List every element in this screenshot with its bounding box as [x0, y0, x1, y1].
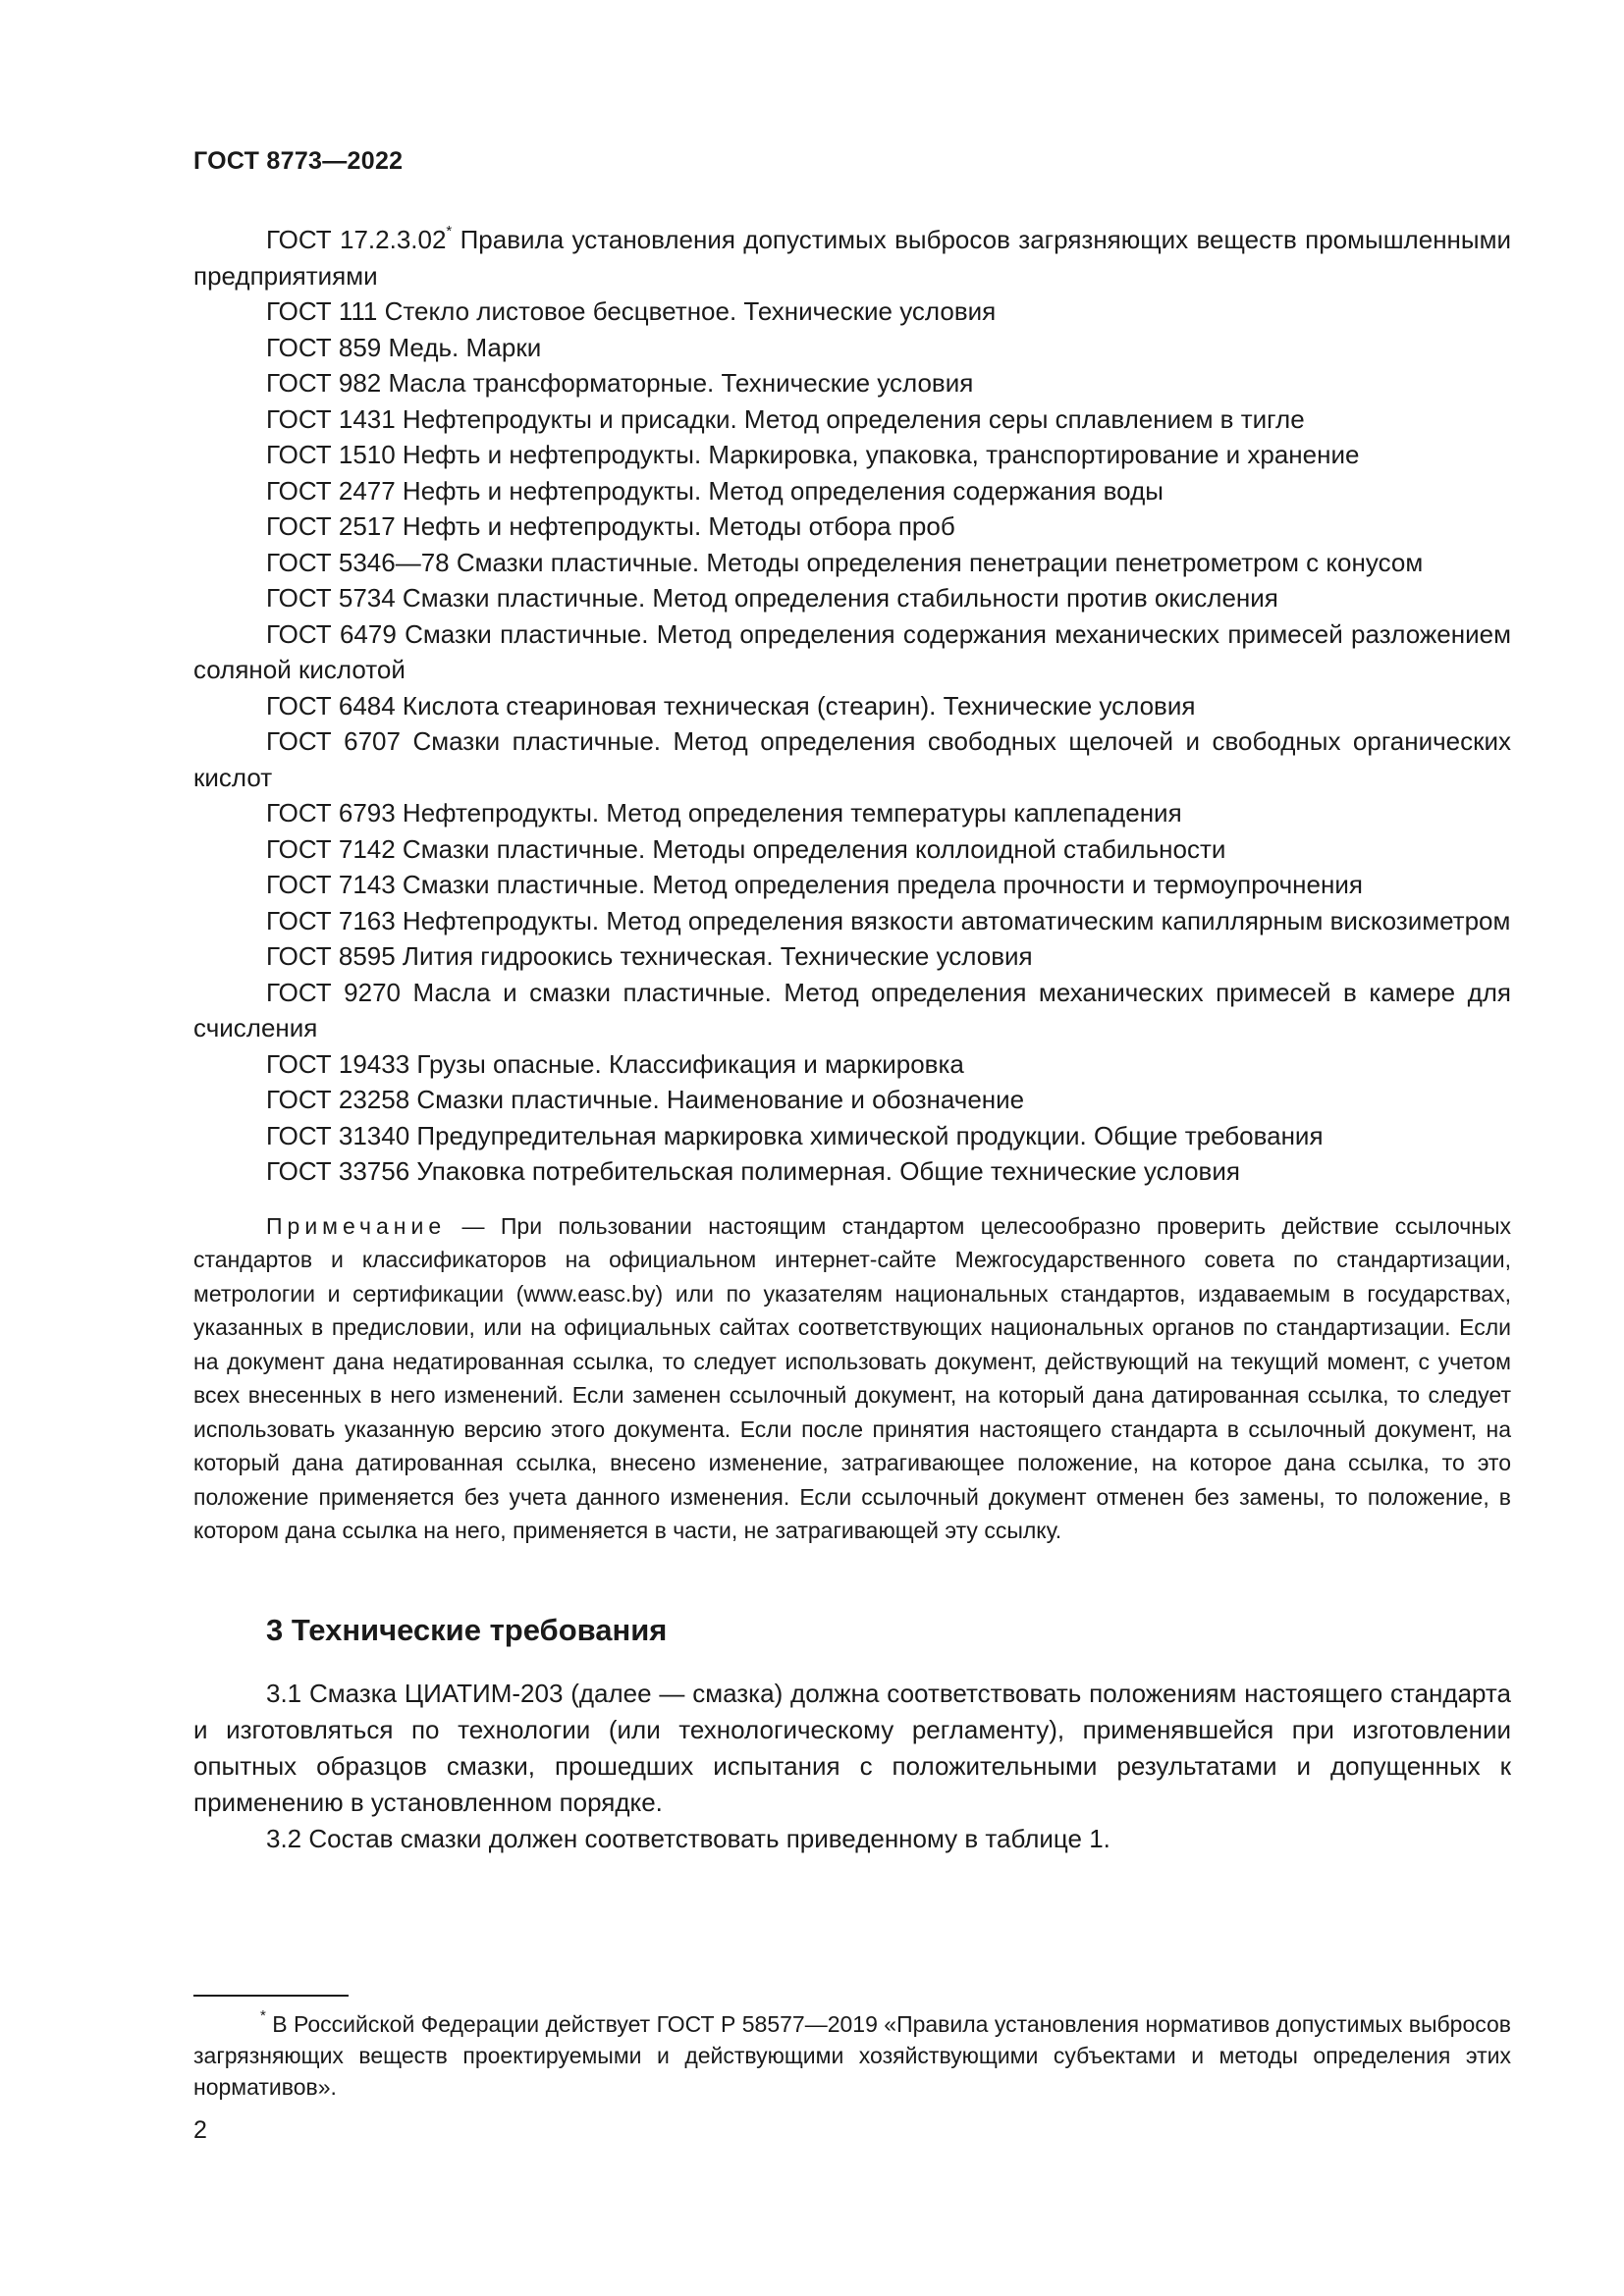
- reference-item: [193, 723, 1511, 795]
- paragraph-3-2: 3.2 Состав смазки должен соответствовать приведенному в таблице 1.: [266, 1823, 1110, 1853]
- reference-title: Смазки пластичные. Метод определения предела прочности и термоупрочнения: [395, 870, 1363, 899]
- reference-item: [193, 616, 1511, 688]
- reference-code: ГОСТ 33756: [266, 1156, 410, 1186]
- reference-item: [193, 1153, 1511, 1190]
- reference-item: [193, 1046, 1511, 1083]
- reference-title: Медь. Марки: [381, 332, 542, 362]
- reference-code: ГОСТ 6707: [266, 726, 401, 756]
- reference-item: [193, 222, 1511, 294]
- running-header: ГОСТ 8773—2022: [193, 147, 404, 175]
- reference-item: [193, 330, 1511, 366]
- reference-title: Смазки пластичные. Метод определения содержания механических примесей разложением соляной кислотой: [193, 618, 1511, 684]
- reference-title: Смазки пластичные. Методы определения пенетрации пенетрометром с конусом: [449, 547, 1424, 577]
- reference-item: [193, 1082, 1511, 1118]
- reference-code: ГОСТ 7142: [266, 833, 396, 864]
- note-paragraph: [193, 1209, 1511, 1548]
- reference-item: [193, 1118, 1511, 1154]
- reference-code: ГОСТ 7143: [266, 870, 396, 899]
- reference-item: [193, 903, 1511, 939]
- paragraph-3-1: 3.1 Смазка ЦИАТИМ-203 (далее — смазка) должна соответствовать положениям настоящего стандарта и изготовляться по технологии (или технологическому регламенту), применявшейся при изготовлении опытных образцов смазки, прошедших испытания с положительными результатами и допущенных к применению в установленном порядке.: [193, 1678, 1511, 1817]
- reference-title: Смазки пластичные. Метод определения свободных щелочей и свободных органических кислот: [193, 726, 1512, 792]
- reference-code: ГОСТ 1510: [266, 440, 396, 469]
- reference-title: Смазки пластичные. Наименование и обозначение: [409, 1085, 1025, 1114]
- reference-code: ГОСТ 23258: [266, 1085, 410, 1114]
- reference-item: [193, 473, 1511, 509]
- note-label: Примечание: [266, 1212, 447, 1239]
- reference-code: ГОСТ 6793: [266, 798, 396, 828]
- reference-item: [193, 688, 1511, 724]
- reference-code: ГОСТ 5734: [266, 583, 396, 613]
- reference-title: Нефть и нефтепродукты. Методы отбора проб: [395, 511, 955, 541]
- reference-title: Нефть и нефтепродукты. Метод определения содержания воды: [395, 475, 1164, 506]
- reference-code: ГОСТ 859: [266, 332, 382, 362]
- reference-title: Нефть и нефтепродукты. Маркировка, упаковка, транспортирование и хранение: [395, 440, 1360, 469]
- reference-title: Нефтепродукты. Метод определения вязкости автоматическим капиллярным вискозиметром: [395, 905, 1511, 935]
- reference-code: ГОСТ 8595: [266, 941, 396, 971]
- reference-title: Лития гидроокись техническая. Технические условия: [395, 941, 1033, 971]
- reference-code: ГОСТ 6484: [266, 690, 396, 721]
- reference-item: [193, 795, 1511, 831]
- reference-title: Правила установления допустимых выбросов загрязняющих веществ промышленными предприятиями: [193, 225, 1511, 291]
- reference-list: [193, 222, 1511, 1190]
- reference-code: ГОСТ 31340: [266, 1120, 410, 1150]
- reference-code: ГОСТ 19433: [266, 1048, 410, 1079]
- reference-item: [193, 508, 1511, 545]
- footnote-divider: [193, 1995, 349, 1997]
- reference-code: ГОСТ 5346—78: [266, 547, 450, 577]
- footnote-text: В Российской Федерации действует ГОСТ Р 58577—2019 «Правила установления нормативов допустимых выбросов загрязняющих веществ проектируемыми и действующими хозяйствующими субъектами и методы определения этих нормативов».: [193, 2011, 1511, 2100]
- page-number: 2: [193, 2116, 207, 2144]
- reference-title: Смазки пластичные. Методы определения коллоидной стабильности: [395, 833, 1226, 864]
- reference-code: ГОСТ 1431: [266, 403, 396, 434]
- reference-item: [193, 867, 1511, 903]
- reference-code: ГОСТ 982: [266, 368, 382, 398]
- reference-title: Нефтепродукты. Метод определения температуры каплепадения: [395, 798, 1182, 828]
- reference-title: Масла и смазки пластичные. Метод определения механических примесей в камере для счисления: [193, 977, 1511, 1042]
- reference-code: ГОСТ 2517: [266, 511, 396, 541]
- reference-item: [193, 545, 1511, 581]
- section-heading: 3 Технические требования: [266, 1612, 668, 1647]
- reference-item: [193, 401, 1511, 438]
- reference-code: ГОСТ 2477: [266, 475, 396, 506]
- reference-title: Нефтепродукты и присадки. Метод определения серы сплавлением в тигле: [395, 403, 1305, 434]
- reference-item: [193, 580, 1511, 616]
- reference-item: [193, 938, 1511, 975]
- reference-title: Стекло листовое бесцветное. Технические условия: [377, 296, 997, 326]
- footnote: [193, 2008, 1511, 2103]
- reference-item: [193, 437, 1511, 473]
- reference-title: Масла трансформаторные. Технические условия: [381, 368, 974, 398]
- reference-title: Предупредительная маркировка химической продукции. Общие требования: [409, 1120, 1324, 1150]
- reference-title: Грузы опасные. Классификация и маркировка: [409, 1048, 964, 1079]
- reference-item: [193, 831, 1511, 868]
- reference-code: ГОСТ 111: [266, 296, 378, 326]
- reference-item: [193, 365, 1511, 401]
- reference-code: ГОСТ 17.2.3.02: [266, 225, 447, 254]
- reference-title: Кислота стеариновая техническая (стеарин). Технические условия: [395, 690, 1196, 721]
- footnote-marker: *: [260, 2007, 266, 2025]
- reference-item: [193, 975, 1511, 1046]
- main-content: [193, 222, 1511, 1857]
- reference-title: Смазки пластичные. Метод определения стабильности против окисления: [395, 583, 1278, 613]
- reference-title: Упаковка потребительская полимерная. Общие технические условия: [409, 1156, 1240, 1186]
- note-text: — При пользовании настоящим стандартом целесообразно проверить действие ссылочных стандартов и классификаторов на официальном интернет-сайте Межгосударственного совета по стандартизации, метрологии и сертификации (www.easc.by) или по указателям национальных стандартов, издаваемым в государствах, указанных в предисловии, или на официальных сайтах соответствующих национальных органов по стандартизации. Если на документ дана недатированная ссылка, то следует использовать документ, действующий на текущий момент, с учетом всех внесенных в него изменений. Если заменен ссылочный документ, на который дана датированная ссылка, то следует использовать указанную версию этого документа. Если после принятия настоящего стандарта в ссылочный документ, на который дана датированная ссылка, внесено изменение, затрагивающее положение, на которое дана ссылка, то это положение применяется без учета данного изменения. Если ссылочный документ отменен без замены, то положение, в котором дана ссылка на него, применяется в части, не затрагивающей эту ссылку.: [193, 1212, 1511, 1543]
- footnote-marker: *: [446, 223, 453, 240]
- reference-code: ГОСТ 9270: [266, 977, 401, 1007]
- reference-item: [193, 294, 1511, 330]
- reference-code: ГОСТ 6479: [266, 618, 397, 649]
- reference-code: ГОСТ 7163: [266, 905, 396, 935]
